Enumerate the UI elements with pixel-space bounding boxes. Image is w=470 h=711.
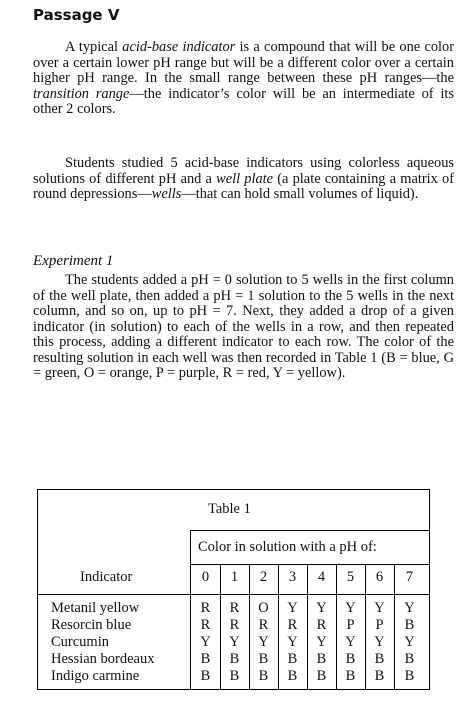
- color-cell: Y: [345, 600, 356, 616]
- ph-header: 3: [288, 569, 297, 585]
- indicator-name: Curcumin: [51, 634, 109, 650]
- table-rule-header: [37, 594, 430, 595]
- color-cell: B: [345, 668, 356, 684]
- color-cell: B: [229, 651, 240, 667]
- color-cell: B: [316, 651, 327, 667]
- color-cell: B: [404, 668, 415, 684]
- color-cell: Y: [374, 634, 385, 650]
- color-cell: P: [375, 617, 384, 633]
- table-rule-title: [190, 530, 430, 531]
- intro-paragraph-2: Students studied 5 acid-base indicators using colorless aqueous solutions of different pH and a well plate (a plate containing a matrix of round depressions—wells—that can hold small volumes of liquid).: [33, 155, 454, 202]
- color-cell: B: [374, 668, 385, 684]
- table-group-header: Color in solution with a pH of:: [198, 539, 377, 555]
- color-cell: B: [404, 651, 415, 667]
- color-cell: P: [346, 617, 355, 633]
- color-cell: R: [287, 617, 298, 633]
- color-cell: Y: [287, 634, 298, 650]
- color-cell: Y: [258, 634, 269, 650]
- color-cell: R: [229, 617, 240, 633]
- ph-header: 5: [346, 569, 355, 585]
- experiment-title: Experiment 1: [33, 253, 114, 269]
- ph-header: 6: [375, 569, 384, 585]
- color-cell: Y: [316, 600, 327, 616]
- color-cell: Y: [287, 600, 298, 616]
- ph-header: 2: [259, 569, 268, 585]
- passage-heading: Passage V: [33, 6, 120, 24]
- color-cell: Y: [404, 600, 415, 616]
- color-cell: R: [229, 600, 240, 616]
- color-cell: R: [200, 600, 211, 616]
- color-cell: B: [345, 651, 356, 667]
- color-cell: B: [316, 668, 327, 684]
- indicator-name: Indigo carmine: [51, 668, 140, 684]
- indicator-name: Resorcin blue: [51, 617, 132, 633]
- color-cell: B: [404, 617, 415, 633]
- table-title: Table 1: [208, 501, 251, 517]
- intro-paragraph-1: A typical acid-base indicator is a compound that will be one color over a certain lower pH range but will be a different color over a certain higher pH range. In the small range between these pH ranges—the transition range—the indicator’s color will be an intermediate of its other 2 colors.: [33, 39, 455, 117]
- indicator-name: Hessian bordeaux: [51, 651, 155, 667]
- color-cell: Y: [345, 634, 356, 650]
- color-cell: Y: [404, 634, 415, 650]
- color-cell: B: [374, 651, 385, 667]
- color-cell: B: [258, 651, 269, 667]
- indicator-name: Metanil yellow: [51, 600, 140, 616]
- color-cell: B: [200, 651, 211, 667]
- color-cell: O: [258, 600, 269, 616]
- ph-header: 4: [317, 569, 326, 585]
- color-cell: Y: [200, 634, 211, 650]
- color-cell: B: [287, 668, 298, 684]
- ph-header: 7: [405, 569, 414, 585]
- color-cell: Y: [316, 634, 327, 650]
- ph-header: 0: [201, 569, 210, 585]
- color-cell: B: [287, 651, 298, 667]
- color-cell: R: [200, 617, 211, 633]
- color-cell: B: [200, 668, 211, 684]
- color-cell: B: [229, 668, 240, 684]
- color-cell: R: [316, 617, 327, 633]
- ph-header: 1: [230, 569, 239, 585]
- color-cell: R: [258, 617, 269, 633]
- experiment-paragraph: The students added a pH = 0 solution to 5 wells in the first column of the well plate, then added a pH = 1 solution to the 5 wells in the next column, and so on, up to pH = 7. Next, they added a drop of a given indicator (in solution) to each of the wells in a row, and then repeated this process, adding a different indicator to each row. The color of the resulting solution in each well was then recorded in Table 1 (B = blue, G = green, O = orange, P = purple, R = red, Y = yellow).: [33, 272, 454, 381]
- color-cell: Y: [374, 600, 385, 616]
- indicator-names: [51, 600, 154, 685]
- indicator-column-header: Indicator: [80, 569, 133, 585]
- color-cell: B: [258, 668, 269, 684]
- color-cell: Y: [229, 634, 240, 650]
